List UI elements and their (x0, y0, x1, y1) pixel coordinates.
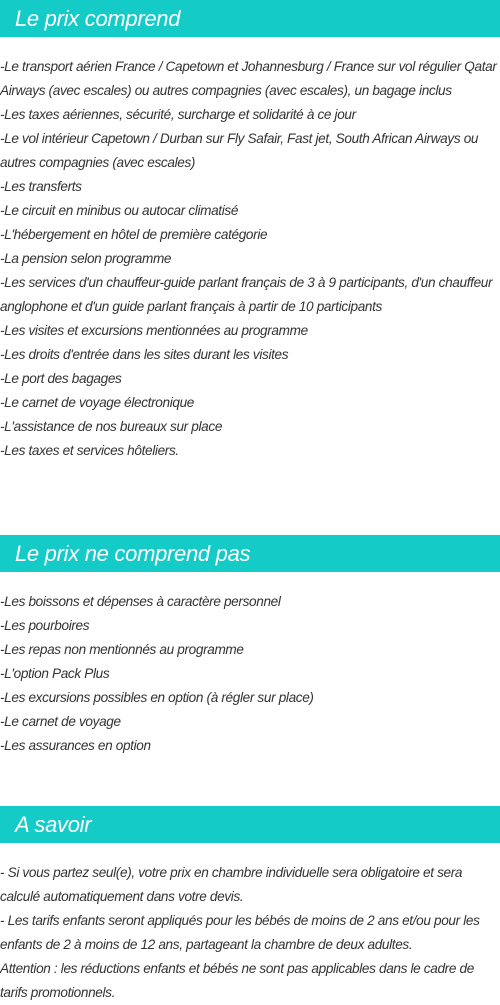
good-to-know-section-header (0, 806, 500, 843)
excluded-item: -Les excursions possibles en option (à régler sur place) (0, 690, 314, 705)
included-item: -Les taxes et services hôteliers. (0, 443, 179, 458)
included-item: -Les visites et excursions mentionnées au programme (0, 323, 308, 338)
good-to-know-list (0, 861, 500, 1005)
excluded-section-header (0, 535, 500, 572)
included-section-header (0, 0, 500, 37)
good-to-know-item: Attention : les réductions enfants et bébés ne sont pas applicables dans le cadre de tarifs promotionnels. (0, 961, 474, 1000)
good-to-know-item: - Si vous partez seul(e), votre prix en chambre individuelle sera obligatoire et sera calculé automatiquement dans votre devis. (0, 865, 463, 904)
included-item: -Les services d'un chauffeur-guide parlant français de 3 à 9 participants, d'un chauffeur anglophone et d'un guide parlant français à partir de 10 participants (0, 275, 493, 314)
included-item: -Les taxes aériennes, sécurité, surcharge et solidarité à ce jour (0, 107, 356, 122)
included-item: -Le carnet de voyage électronique (0, 395, 195, 410)
included-item: -La pension selon programme (0, 251, 172, 266)
included-item: -L'hébergement en hôtel de première catégorie (0, 227, 268, 242)
excluded-section-title: Le prix ne comprend pas (15, 540, 251, 566)
included-item: -L'assistance de nos bureaux sur place (0, 419, 223, 434)
included-item: -Les droits d'entrée dans les sites durant les visites (0, 347, 289, 362)
included-item: -Les transferts (0, 179, 82, 194)
excluded-item: -Les pourboires (0, 618, 90, 633)
excluded-item: -Le carnet de voyage (0, 714, 121, 729)
excluded-item: -Les repas non mentionnés au programme (0, 642, 244, 657)
included-item: -Le circuit en minibus ou autocar climatisé (0, 203, 239, 218)
included-section-title: Le prix comprend (15, 5, 181, 31)
excluded-item: -Les boissons et dépenses à caractère personnel (0, 594, 281, 609)
good-to-know-item: - Les tarifs enfants seront appliqués pour les bébés de moins de 2 ans et/ou pour les enfants de 2 à moins de 12 ans, partageant la chambre de deux adultes. (0, 913, 480, 952)
excluded-item: -Les assurances en option (0, 738, 151, 753)
included-item: -Le transport aérien France / Capetown et Johannesburg / France sur vol régulier Qatar Airways (avec escales) ou autres compagnies (avec escales), un bagage inclus (0, 59, 497, 98)
included-list (0, 55, 500, 463)
excluded-list (0, 590, 500, 758)
included-item: -Le port des bagages (0, 371, 122, 386)
included-item: -Le vol intérieur Capetown / Durban sur Fly Safair, Fast jet, South African Airways ou autres compagnies (avec escales) (0, 131, 479, 170)
good-to-know-section-title: A savoir (15, 811, 92, 837)
excluded-item: -L'option Pack Plus (0, 666, 110, 681)
